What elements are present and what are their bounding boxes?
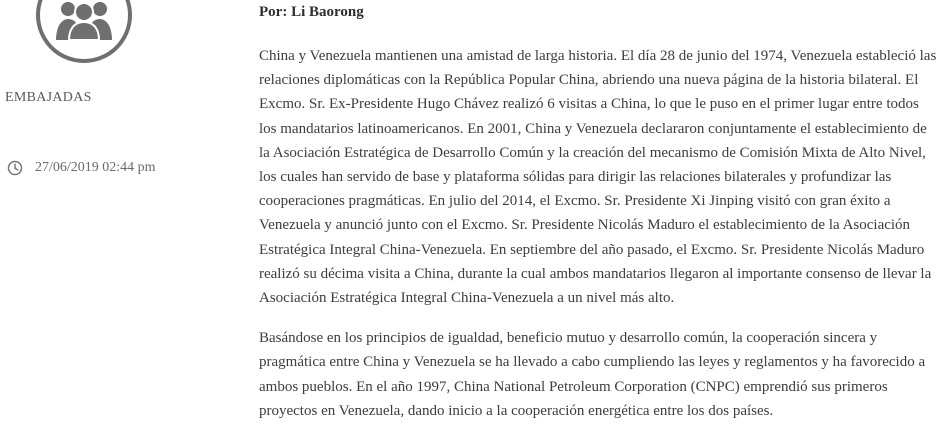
- date-text: 27/06/2019 02:44 pm: [35, 160, 156, 175]
- group-icon: [53, 0, 115, 40]
- category-link[interactable]: EMBAJADAS: [5, 90, 92, 105]
- category-avatar[interactable]: [36, 0, 132, 63]
- article-sidebar: [0, 0, 245, 445]
- publish-date: [7, 160, 156, 176]
- article-paragraph: China y Venezuela mantienen una amistad de larga historia. El día 28 de junio del 1974, Venezuela estableció las relaciones diplomáticas con la República Popular China, abriendo una nueva página de la historia bilateral. El Excmo. Sr. Ex-Presidente Hugo Chávez realizó 6 visitas a China, lo que le puso en el primer lugar entre todos los mandatarios latinoamericanos. En 2001, China y Venezuela declararon conjuntamente el establecimiento de la Asociación Estratégica de Desarrollo Común y la creación del mecanismo de Comisión Mixta de Alto Nivel, los cuales han servido de base y plataforma sólidas para dirigir las relaciones bilaterales y profundizar las cooperaciones pragmáticas. En julio del 2014, el Excmo. Sr. Presidente Xi Jinping visitó con gran éxito a Venezuela y anunció junto con el Excmo. Sr. Presidente Nicolás Maduro el establecimiento de la Asociación Estratégica Integral China-Venezuela. En septiembre del año pasado, el Excmo. Sr. Presidente Nicolás Maduro realizó su décima visita a China, durante la cual ambos mandatarios llegaron al importante consenso de llevar la Asociación Estratégica Integral China-Venezuela a un nivel más alto.: [259, 48, 937, 307]
- article-author: Por: Li Baorong: [259, 4, 364, 20]
- article-paragraph: Basándose en los principios de igualdad, beneficio mutuo y desarrollo común, la cooperación sincera y pragmática entre China y Venezuela se ha llevado a cabo cumpliendo las leyes y reglamentos y ha favorecido a ambos pueblos. En el año 1997, China National Petroleum Corporation (CNPC) emprendió sus primeros proyectos en Venezuela, dando inicio a la cooperación energética entre los dos países.: [259, 330, 926, 419]
- article-body: [259, 0, 939, 423]
- clock-icon: [7, 160, 23, 176]
